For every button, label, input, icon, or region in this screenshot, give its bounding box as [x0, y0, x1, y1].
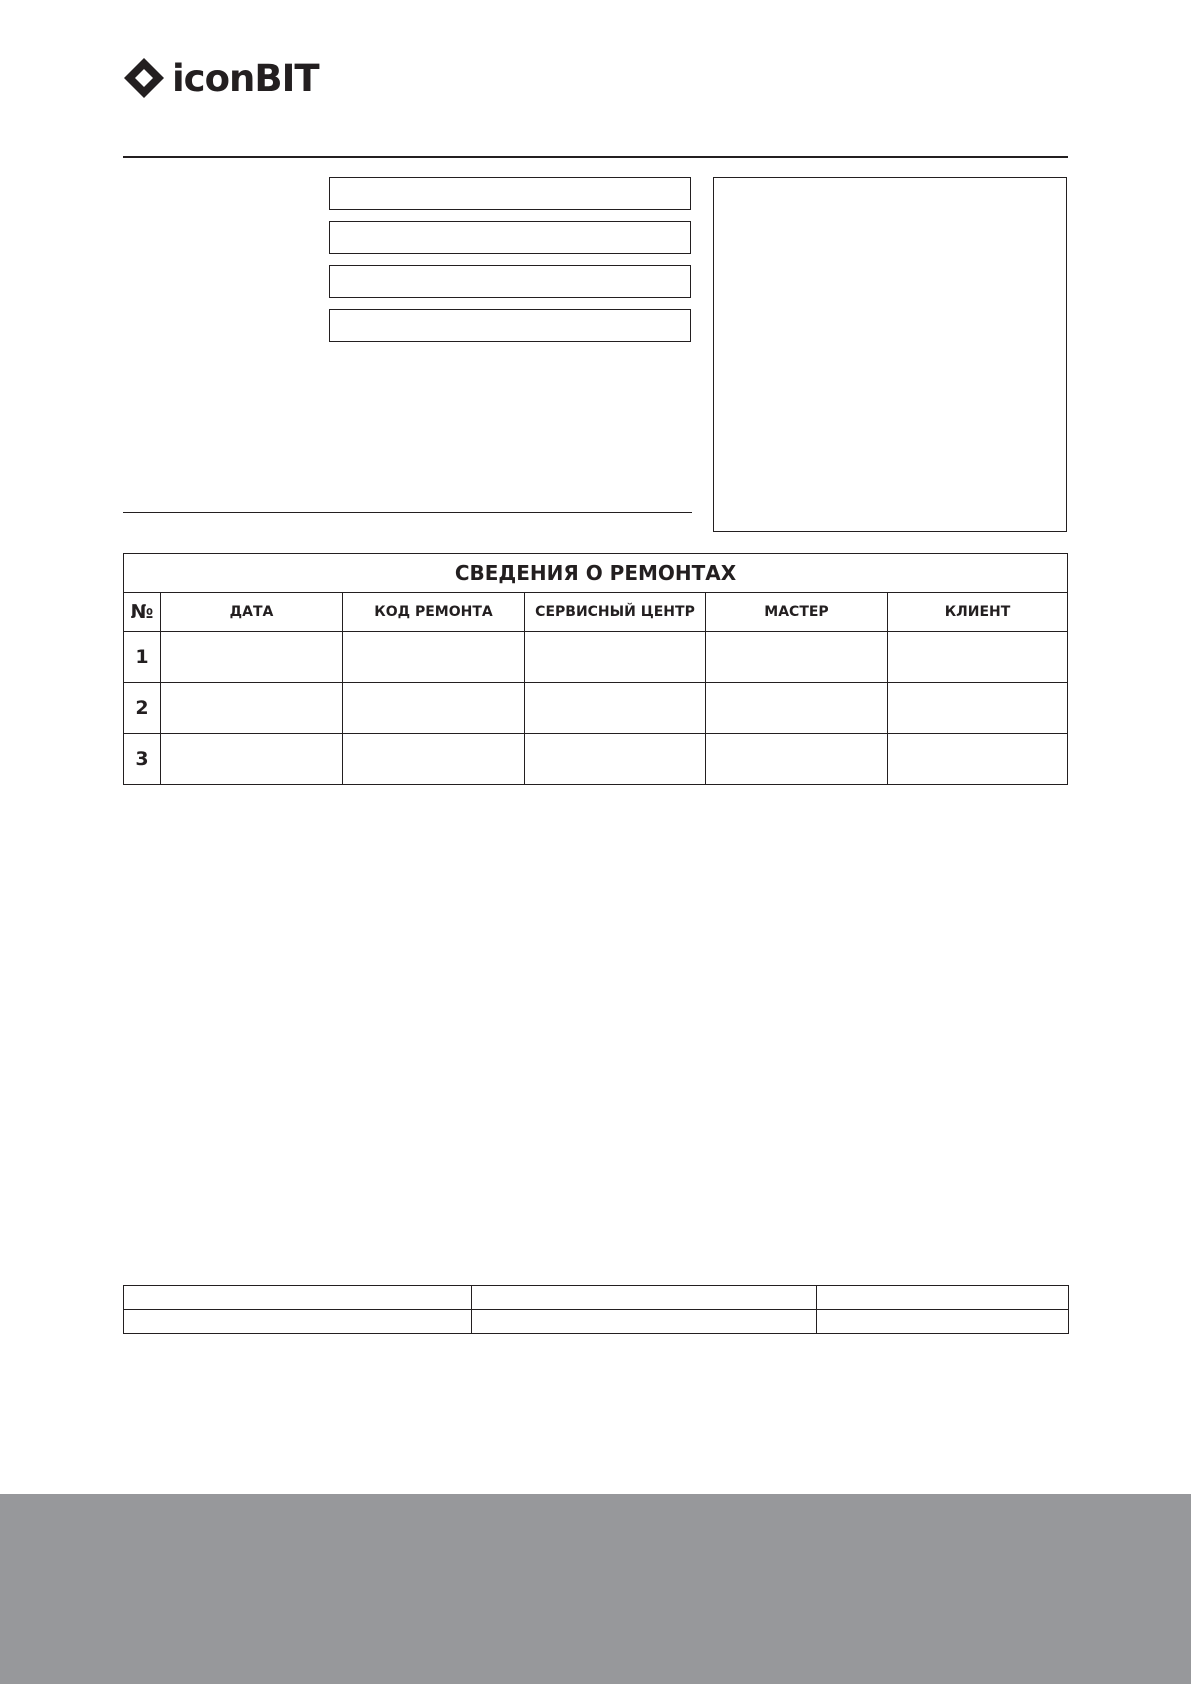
- signature-cell[interactable]: [124, 1286, 472, 1310]
- header-divider: [123, 156, 1068, 158]
- column-header-client: КЛИЕНТ: [888, 593, 1068, 632]
- repairs-table-title: СВЕДЕНИЯ О РЕМОНТАХ: [124, 554, 1068, 593]
- table-row: [124, 734, 1068, 785]
- cell-client[interactable]: [888, 734, 1068, 785]
- cell-master[interactable]: [706, 632, 888, 683]
- cell-repair-code[interactable]: [343, 734, 525, 785]
- row-number: 1: [124, 632, 161, 683]
- cell-date[interactable]: [161, 632, 343, 683]
- signature-row: [124, 1310, 1069, 1334]
- signature-cell[interactable]: [817, 1286, 1069, 1310]
- cell-master[interactable]: [706, 683, 888, 734]
- repairs-table-header: [124, 593, 1068, 632]
- stamp-box: [713, 177, 1067, 532]
- cell-service-center[interactable]: [525, 734, 706, 785]
- iconbit-logo: [122, 55, 332, 101]
- signature-cell[interactable]: [472, 1310, 817, 1334]
- cell-date[interactable]: [161, 683, 343, 734]
- table-row: [124, 683, 1068, 734]
- row-number: 2: [124, 683, 161, 734]
- cell-service-center[interactable]: [525, 683, 706, 734]
- product-field-1[interactable]: [329, 177, 691, 210]
- product-field-3[interactable]: [329, 265, 691, 298]
- signature-table: [123, 1285, 1069, 1334]
- cell-client[interactable]: [888, 632, 1068, 683]
- footer-band: [0, 1494, 1191, 1684]
- signature-line: [123, 512, 692, 513]
- cell-repair-code[interactable]: [343, 683, 525, 734]
- column-header-service-center: СЕРВИСНЫЙ ЦЕНТР: [525, 593, 706, 632]
- diamond-logo-icon: [122, 56, 166, 100]
- product-field-2[interactable]: [329, 221, 691, 254]
- cell-repair-code[interactable]: [343, 632, 525, 683]
- row-number: 3: [124, 734, 161, 785]
- signature-cell[interactable]: [472, 1286, 817, 1310]
- column-header-repair-code: КОД РЕМОНТА: [343, 593, 525, 632]
- repairs-table: [123, 553, 1068, 785]
- cell-service-center[interactable]: [525, 632, 706, 683]
- cell-master[interactable]: [706, 734, 888, 785]
- table-row: [124, 632, 1068, 683]
- signature-row: [124, 1286, 1069, 1310]
- column-header-master: МАСТЕР: [706, 593, 888, 632]
- signature-cell[interactable]: [124, 1310, 472, 1334]
- column-header-number: №: [124, 593, 161, 632]
- logo-wordmark: iconBIT: [172, 56, 319, 100]
- cell-client[interactable]: [888, 683, 1068, 734]
- signature-cell[interactable]: [817, 1310, 1069, 1334]
- cell-date[interactable]: [161, 734, 343, 785]
- column-header-date: ДАТА: [161, 593, 343, 632]
- product-field-4[interactable]: [329, 309, 691, 342]
